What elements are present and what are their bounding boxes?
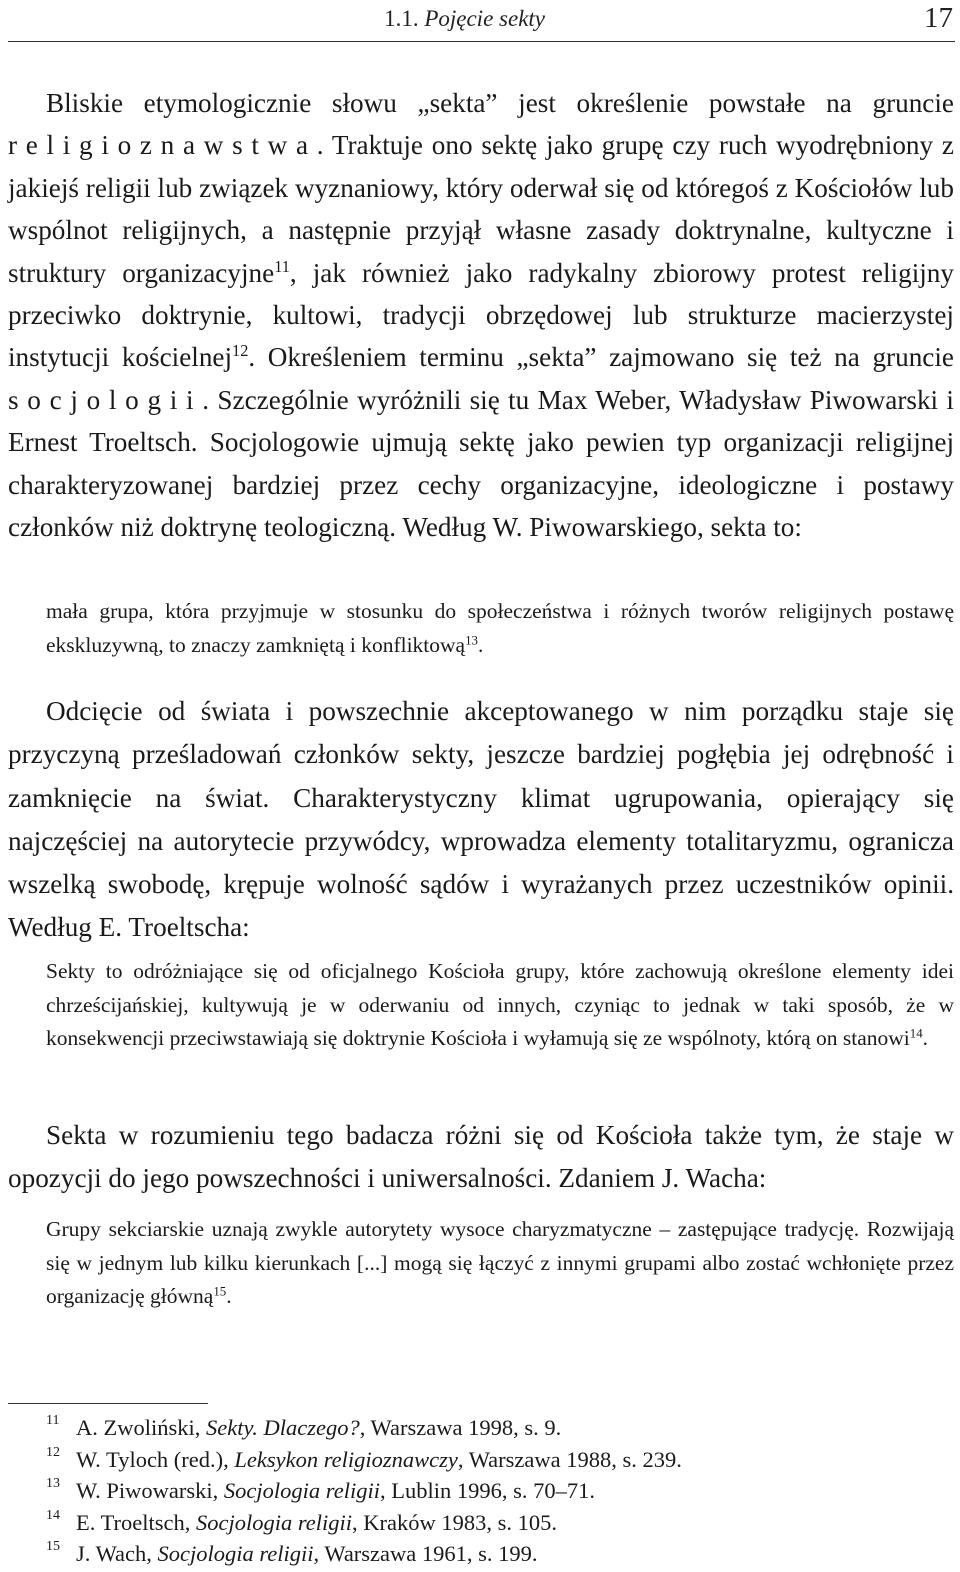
spaced-term-socjologii: socjologii: [8, 384, 203, 415]
footnote-title: Socjologia religii: [196, 1509, 353, 1535]
footnote-15: [8, 1538, 908, 1570]
para1-text-e: . Szczególnie wyróżnili się tu Max Weber, Władysław Piwowarski i Ernest Troeltsch. Socjologowie ujmują sektę jako pewien typ organizacji religijnej charakteryzowanej bardziej przez cechy organizacyjne, ideologiczne i postawy członków niż doktrynę teologiczną. Według W. Piwowarskiego, sekta to:: [8, 384, 954, 543]
footnote-source: , Warszawa 1998, s. 9.: [359, 1415, 562, 1440]
paragraph-1: [8, 82, 954, 548]
quote3-text: Grupy sekciarskie uznają zwykle autorytety wysoce charyzmatyczne – zastępujące tradycję. Rozwijają się w jednym lub kilku kierunkach [...] mogą się łączyć z innymi grupami albo zostać wchłonięte przez organizację główną: [46, 1217, 954, 1308]
footnote-number: 12: [46, 1444, 60, 1460]
footnote-author: A. Zwoliński,: [76, 1415, 207, 1440]
paragraph-3: [8, 1114, 954, 1200]
spaced-term-religioznawstwa: religioznawstwa: [8, 130, 317, 161]
para2-text: Odcięcie od świata i powszechnie akceptowanego w nim porządku staje się przyczyną prześladowań członków sekty, jeszcze bardziej pogłębia jej odrębność i zamknięcie na świat. Charakterystyczny klimat ugrupowania, opierający się najczęściej na autorytecie przywódcy, wprowadza elementy totalitaryzmu, ogranicza wszelką swobodę, krępuje wolność sądów i wyrażanych przez uczestników opinii. Według E. Troeltscha:: [8, 696, 954, 943]
footnote-author: J. Wach,: [76, 1541, 158, 1566]
footnote-author: E. Troeltsch,: [76, 1509, 197, 1535]
footnote-source: , Warszawa 1988, s. 239.: [457, 1446, 682, 1472]
footnote-author: W. Piwowarski,: [76, 1478, 224, 1503]
page-number: 17: [924, 2, 953, 34]
footnote-number: 13: [46, 1476, 60, 1491]
footnote-ref-12[interactable]: 12: [232, 341, 249, 361]
footnotes: [8, 1412, 908, 1570]
footnote-ref-11[interactable]: 11: [274, 256, 290, 276]
footnote-number: 14: [46, 1507, 60, 1523]
section-number: 1.1.: [384, 6, 419, 31]
para1-text-d: . Określeniem terminu „sekta” zajmowano się też na gruncie: [248, 342, 954, 373]
footnote-author: W. Tyloch (red.),: [76, 1446, 235, 1472]
footnote-14: [8, 1507, 908, 1539]
footnote-11: [8, 1412, 908, 1444]
section-name: Pojęcie sekty: [424, 6, 545, 31]
running-header: [0, 2, 955, 38]
block-quote-troeltsch: [46, 955, 954, 1056]
footnote-source: , Warszawa 1961, s. 199.: [313, 1541, 538, 1566]
para1-text-a: Bliskie etymologicznie słowu „sekta” jest określenie powstałe na gruncie: [46, 88, 954, 118]
footnote-12: [8, 1444, 908, 1476]
quote3-end: .: [226, 1284, 232, 1308]
footnote-source: , Lublin 1996, s. 70–71.: [379, 1478, 595, 1503]
para1-text-c: , jak również jako radykalny zbiorowy protest religijny przeciwko doktrynie, kultowi, tradycji obrzędowej lub strukturze macierzystej instytucji kościelnej: [8, 257, 954, 373]
footnote-number: 11: [46, 1413, 60, 1428]
block-quote-piwowarski: [46, 595, 954, 662]
header-rule: [8, 41, 955, 42]
footnote-title: Leksykon religioznawczy: [234, 1446, 458, 1472]
para3-text: Sekta w rozumieniu tego badacza różni się od Kościoła także tym, że staje w opozycji do jego powszechności i uniwersalności. Zdaniem J. Wacha:: [8, 1120, 954, 1193]
footnote-13: [8, 1475, 908, 1507]
footnote-title: Socjologia religii: [223, 1478, 380, 1503]
footnote-ref-13[interactable]: 13: [465, 632, 478, 647]
paragraph-2: [8, 690, 954, 950]
quote1-end: .: [478, 632, 484, 657]
quote1-text: mała grupa, która przyjmuje w stosunku do społeczeństwa i różnych tworów religijnych postawę ekskluzywną, to znaczy zamkniętą i konfliktową: [46, 599, 954, 657]
footnote-number: 15: [46, 1539, 60, 1554]
footnote-source: , Kraków 1983, s. 105.: [352, 1509, 558, 1535]
footnote-ref-14[interactable]: 14: [909, 1026, 923, 1041]
para1-text-b: . Traktuje ono sektę jako grupę czy ruch wyodrębniony z jakiejś religii lub związek wyznaniowy, który oderwał się od któregoś z Kościołów lub wspólnot religijnych, a następnie przyjął własne zasady doktrynalne, kultyczne i struktury organizacyjne: [8, 130, 954, 288]
section-title: [384, 6, 545, 32]
footnote-title: Sekty. Dlaczego?: [206, 1415, 360, 1440]
footnote-ref-15[interactable]: 15: [213, 1284, 227, 1299]
quote2-text: Sekty to odróżniające się od oficjalnego Kościoła grupy, które zachowują określone elementy idei chrześcijańskiej, kultywują je w oderwaniu od innych, czyniąc to jednak w taki sposób, że w konsekwencji przeciwstawiają się doktrynie Kościoła i wyłamują się ze wspólnoty, którą on stanowi: [46, 959, 954, 1050]
footnote-rule: [8, 1403, 208, 1404]
quote2-end: .: [922, 1026, 929, 1050]
footnote-title: Socjologia religii: [157, 1541, 314, 1566]
block-quote-wach: [46, 1213, 954, 1314]
